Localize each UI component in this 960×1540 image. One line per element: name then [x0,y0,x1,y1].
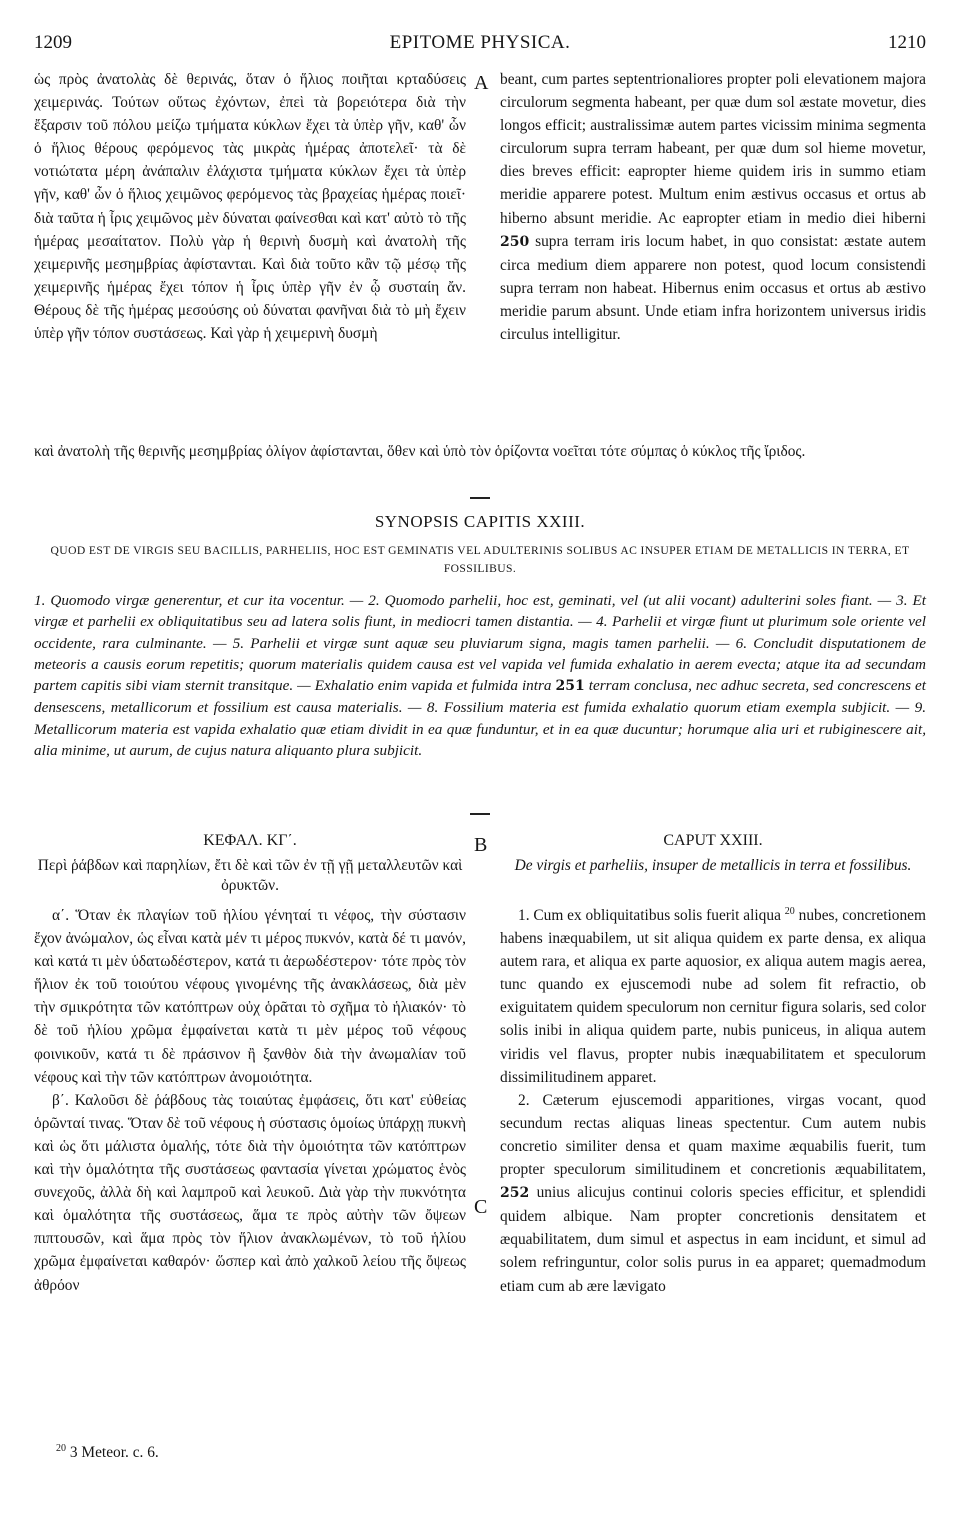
greek-column-body [34,904,466,1297]
latin-text: beant, cum partes septentrionaliores propter poli elevationem majora circulorum segmenta habeant, per quæ dum sol æstate movetur, dies longos efficit; australissimæ autem partes vicissim minima segmenta circulorum supra terram habeant, per quæ dum sol hieme movetur, dies breves efficit: eapropter hieme quidem iris in summo etiam meridie apparere potest. Multum enim æstivus occasus et ortus ab hiberno absunt meridie. Ac eapropter etiam in medio diei hiberni [500,71,926,227]
latin-paragraph-1 [500,904,926,1089]
synopsis-text-part: 1. Quomodo virgæ generentur, et cur ita vocentur. — 2. Quomodo parhelii, hoc est, geminati, vel (ut alii vocant) adulterini soles fiant. — 3. Et virgæ et parhelii ex obliquitatibus seu ad latera solis fiunt, in mediocri tamen distantia. — 4. Parhelii et virgæ fiunt ut plurimum sole oriente vel occidente, rara culminante. — 5. Parhelii et virgæ sunt aquæ seu pluviarum signa, magis tamen parhelii. — 6. Concludit disputationem de meteoris a causis eorum repetitis; quorum materialis quidem causa est vel vapida vel fumida exhalatio in aerem evecta; atque ita ad secundam partem capitis sibi viam sternit transitque. — Exhalatio enim vapida et fulmida intra [34,592,926,695]
greek-chapter-subheading: Περὶ ῥάβδων καὶ παρηλίων, ἔτι δὲ καὶ τῶν ἐν τῇ γῇ μεταλλευτῶν καὶ ὀρυκτῶν. [37,857,463,894]
latin-text: supra terram iris locum habet, in quo consistat: æstate autem circa medium diem apparere non potest, quod locum consistendi supra terram non habeat. Hibernus enim occasus et ortus ab æstivo meridie parum absunt. Unde etiam infra horizontem universus iridis circulus intelligitur. [500,232,926,344]
latin-text: 1. Cum ex obliquitatibus solis fuerit aliqua [518,907,781,924]
synopsis-subtitle: QUOD EST DE VIRGIS SEU BACILLIS, PARHELIIS, HOC EST GEMINATIS VEL ADULTERINIS SOLIBUS AC INSUPER ETIAM DE METALLICIS IN TERRA, ET FOSSILIBUS. [50,544,910,575]
footnote-reference: 20 [784,905,795,917]
margin-marker-c: C [474,1196,488,1218]
running-header [34,32,926,58]
synopsis-text [34,590,926,761]
latin-text: nubes, concretionem habens inæquabilem, ut sit aliqua quidem ex parte densa, ex aliqua autem rara, et aliqua ex parte aquosior, ex aliqua autem magis aerea, tunc quando ex ejuscemodi nube ad solem fit refractio, ob exiguitatem quidem speculorum non cernitur figura solaris, sed color solis inibi in aliqua quidem parte, nubis puniceus, in aliqua autem viridis vel flavus, propter nubis inæquabilitatem et speculorum dissimilitudinem apparet. [500,907,926,1086]
greek-fullwidth-continuation [34,440,926,463]
footnote [56,1444,159,1462]
latin-chapter-subheading: De virgis et parheliis, insuper de metallicis in terra et fossilibus. [514,857,912,874]
marginal-number-250: 250 [500,233,530,250]
running-title: EPITOME PHYSICA. [389,32,571,53]
latin-text: 2. Cæterum ejuscemodi apparitiones, virgas vocant, quod secundum rectas aliquas lineas spectentur. Cum autem nubis concretio similiter densa et quam maxime æquabilis fuerit, tum propter speculorum similitudinem et concretionis æquabilitatem, [500,1091,926,1179]
latin-chapter-heading: CAPUT XXIII. [663,832,763,849]
margin-marker-a: A [474,72,489,94]
section-rule [470,497,490,499]
synopsis-text-part: terram conclusa, nec adhuc secreta, sed concrescens et densescens, metallicorum et fossilium est causa materialis. — 8. Fossilium materia est fumida exhalatio quorum etiam exempla subjicit. — 9. Metallicorum materia est vapida exhalatio quæ etiam dividit in ea quæ funduntur, et in ea quæ ducuntur; horumque alia uri et rubiginescere ait, alia minime, ut aurum, de cujus natura aliquanto plura subjicit. [34,677,926,760]
page [34,0,926,1540]
marginal-number-251: 251 [555,678,585,695]
greek-paragraph-2: β΄. Καλοῦσι δὲ ῥάβδους τὰς τοιαύτας ἐμφάσεις, ὅτι κατ' εὐθείας ὁρῶνταί τινας. Ὅταν δὲ τοῦ νέφους ἡ σύστασις ὁμοίως ὑπάρχῃ πυκνὴ καὶ ὡς ὅτι μάλιστα ὁμαλής, τότε διὰ τὴν ὁμοιότητα τῶν κατόπτρων καὶ τὴν ὁμαλότητα τῆς συστάσεως φαντασία γίνεται χρώματος ἑνὸς συνεχοῦς, ἀλλὰ δὴ καὶ λαμπροῦ καὶ λευκοῦ. Διὰ γὰρ τὴν πυκνότητα καὶ ὁμαλότητα τῆς συστάσεως, ἅμα τε πρὸς αὐτὴν τῶν ὄψεων πιπτουσῶν, καὶ ἅμα πρὸς τὸν ἥλιον ἀνακλωμένων, τὸ τοῦ ἡλίου χρῶμα ἐμφαίνεται καθαρόν· ὥσπερ καὶ ἀπὸ χαλκοῦ λείου τῆς ὄψεως ἀθρόον [34,1091,466,1294]
page-number-right: 1210 [888,32,926,53]
latin-column-body [500,904,926,1298]
greek-chapter-heading: ΚΕΦΑΛ. ΚΓ΄. [203,832,297,849]
greek-paragraph: ὡς πρὸς ἀνατολὰς δὲ θερινάς, ὅταν ὁ ἥλιος ποιῆται κρταδύσεις χειμερινάς. Τούτων οὕτως ἐχόντων, ἐπεὶ τὰ βορειότερα διὰ τὴν ἔξαρσιν τοῦ πόλου μείζω τμήματα κύκλων ἔχει τὰ ὑπὲρ γῆν, καθ' ὧν ὁ ἥλιος θέρους φερόμενος τὰς μικρὰς ἡμέρας ἀποτελεῖ· τὰ δὲ νοτιώτατα μέρη ἀνάπαλιν ἐλάχιστα τμήματα κύκλων ἔχει τὰ ὑπὲρ γῆν, καθ' ὧν ὁ ἥλιος χειμῶνος φερόμενος τὰς βραχείας ἡμέρας ποιεῖ· διὰ ταῦτα ἡ ἶρις χειμῶνος μὲν δύναται φαίνεσθαι καὶ κατ' αὐτὸ τὸ τῆς ἡμέρας μεσαίτατον. Πολὺ γὰρ ἡ θερινὴ δυσμὴ καὶ ἀνατολὴ τῆς χειμερινῆς μεσημβρίας ἀφίστανται. Καὶ διὰ τοῦτο κἂν τῷ μέσῳ τῆς χειμερινῆς ἡμέρας ἔχει τόπον ἡ ἶρις ὑπὲρ γῆν ἐν ᾧ συσταίη ἄν. Θέρους δὲ τῆς ἡμέρας μεσούσης οὐ δύναται φανῆναι διὰ τὸ μὴ ἔχειν ὑπὲρ γῆν τόπον συστάσεως. Καὶ γὰρ ἡ χειμερινὴ δυσμὴ [34,71,466,343]
footnote-mark: 20 [56,1442,66,1454]
latin-column-top [500,68,926,346]
synopsis-title: SYNOPSIS CAPITIS XXIII. [374,512,586,531]
margin-marker-b: B [474,834,488,856]
greek-paragraph-1: α΄. Ὅταν ἐκ πλαγίων τοῦ ἡλίου γένηταί τι νέφος, τὴν σύστασιν ἔχον ἀνώμαλον, ὡς εἶναι κατὰ μέν τι μέρος πυκνόν, κατὰ δέ τι μανόν, καὶ κατά τι μὲν ὑδατωδέστερον, κατά τι ἀερωδέστερον· τότε πρὸς τὸν ἥλιον ἐκ τοῦ τοιούτου νέφους γινομένης τῆς ἀνακλάσεως, διὰ μὲν τὴν σμικρότητα τῶν κατόπτρων οὐχ ὁρᾶται τὸ σχῆμα τὸ ἡλιακόν· τὸ δὲ τοῦ ἡλίου χρῶμα ἐμφαίνεται κατὰ τι μὲν μέρος τοῦ νέφους φοινικοῦν, κατά τι δὲ πράσινον ἢ ξανθὸν διὰ τὴν ἀνωμαλίαν τοῦ νέφους καὶ τὴν τῶν κατόπτρων ἀνομοιότητα. [34,907,466,1086]
marginal-number-252: 252 [500,1185,530,1202]
greek-column-top [34,68,466,345]
latin-paragraph [500,68,926,346]
footnote-text: 3 Meteor. c. 6. [69,1444,159,1461]
greek-paragraph: καὶ ἀνατολὴ τῆς θερινῆς μεσημβρίας ὀλίγον ἀφίστανται, ὅθεν καὶ ὑπὸ τὸν ὁρίζοντα νοεῖται τότε σύμπας ὁ κύκλος τῆς ἴριδος. [34,443,806,460]
section-rule [470,813,490,815]
page-number-left: 1209 [34,32,72,53]
latin-text: unius alicujus continui coloris species efficitur, et splendidi quidem albique. Nam propter concretionis densitatem et æquabilitatem, dum simul et aspectus in eam incidunt, et simul ad solem refringuntur, color solis purus in ea apparet; quemadmodum etiam cum ab ære lævigato [500,1184,926,1295]
latin-paragraph-2 [500,1089,926,1298]
